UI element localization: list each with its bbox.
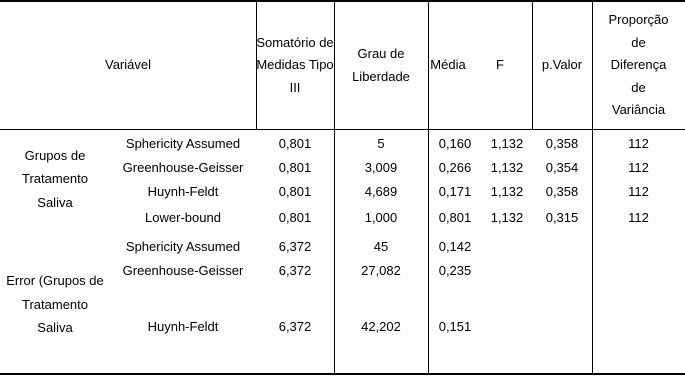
p-cell: 0,354 [545,159,579,175]
f-cell: 1,132 [490,135,524,151]
ms-cell: 0,801 [438,209,472,225]
ss-cell: 6,372 [278,238,312,254]
prop-cell: 112 [628,159,649,175]
p-cell: 0,315 [545,209,579,225]
method-cell: Huynh-Feldt [147,318,219,334]
header-media: Média [430,57,466,73]
ss-cell: 0,801 [278,159,312,175]
ms-cell: 0,266 [438,159,472,175]
ms-cell: 0,142 [438,238,472,254]
df-cell: 3,009 [364,159,398,175]
ms-cell: 0,151 [438,318,472,334]
header-grau-liberdade: Grau de Liberdade [352,46,410,84]
table-bottom-rule [0,373,685,375]
ss-cell: 0,801 [278,183,312,199]
df-cell: 1,000 [364,209,398,225]
ms-cell: 0,171 [438,183,472,199]
f-cell: 1,132 [490,183,524,199]
ms-cell: 0,235 [438,262,472,278]
df-cell: 27,082 [361,262,401,278]
header-variavel: Variável [104,57,151,73]
p-cell: 0,358 [545,183,579,199]
ss-cell: 0,801 [278,209,312,225]
header-f: F [496,57,504,73]
header-somatorio: Somatório de Medidas Tipo III [256,34,334,95]
method-cell: Sphericity Assumed [125,238,241,254]
method-cell: Huynh-Feldt [147,183,219,199]
prop-cell: 112 [628,209,649,225]
p-cell: 0,358 [545,135,579,151]
group-label: Grupos de Tratamento Saliva [22,147,88,210]
prop-cell: 112 [628,135,649,151]
ss-cell: 0,801 [278,135,312,151]
method-cell: Greenhouse-Geisser [122,159,244,175]
header-proporcao: Proporção de Diferença de Variância [608,12,669,118]
f-cell: 1,132 [490,209,524,225]
ss-cell: 6,372 [278,318,312,334]
method-cell: Sphericity Assumed [125,135,241,151]
ms-cell: 0,160 [438,135,472,151]
df-cell: 45 [373,238,389,254]
ss-cell: 6,372 [278,262,312,278]
header-pvalor: p.Valor [541,57,583,73]
method-cell: Greenhouse-Geisser [122,262,244,278]
df-cell: 4,689 [364,183,398,199]
header-bottom-rule [0,129,685,130]
method-cell: Lower-bound [145,209,221,225]
df-cell: 42,202 [361,318,401,334]
f-cell: 1,132 [490,159,524,175]
prop-cell: 112 [628,183,649,199]
group-label: Error (Grupos de Tratamento Saliva [6,273,104,336]
df-cell: 5 [377,135,385,151]
